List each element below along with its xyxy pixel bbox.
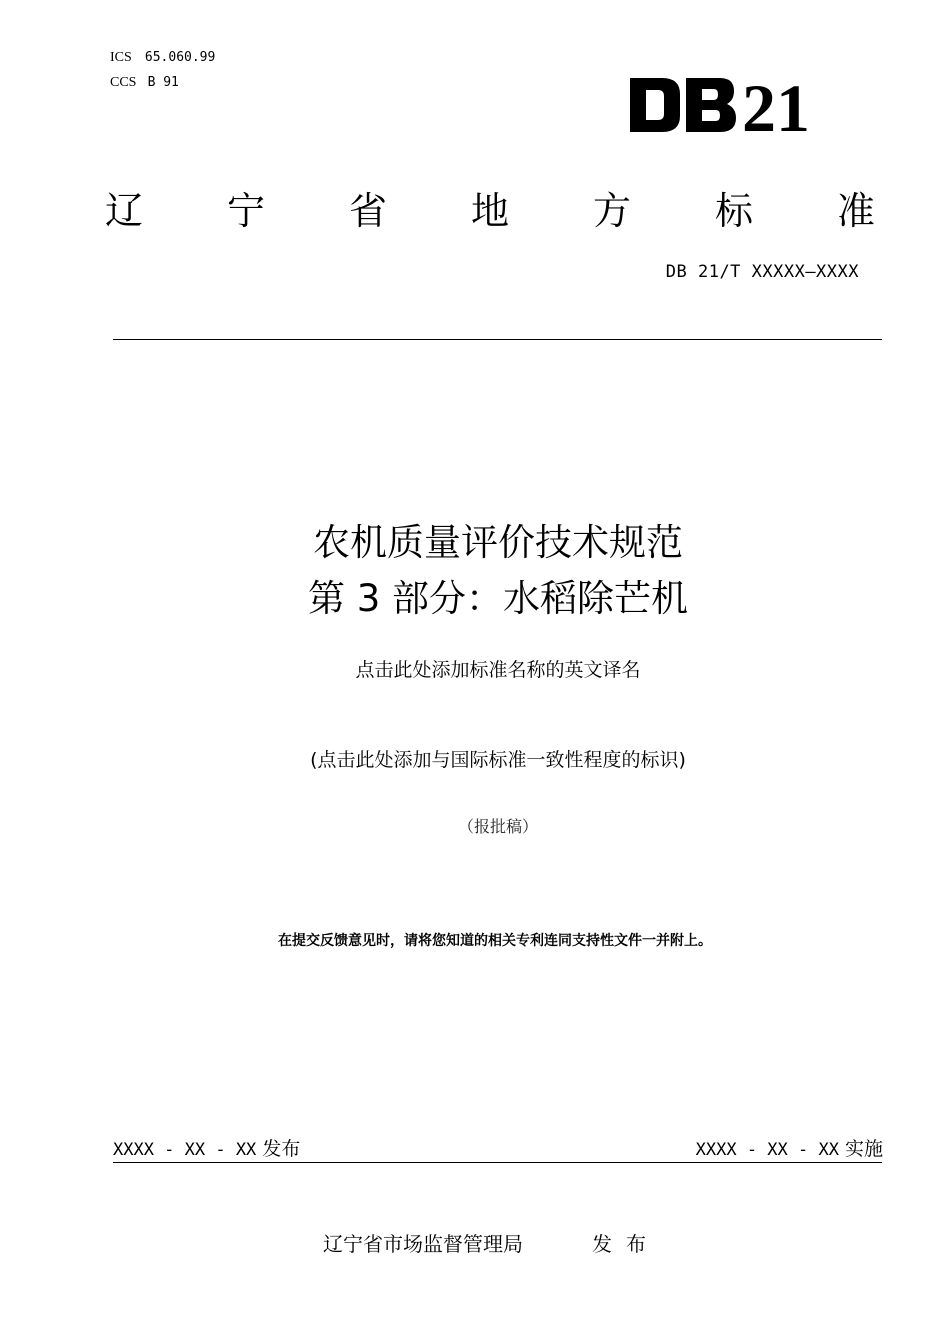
publish-date-label: 发布	[262, 1138, 301, 1160]
ics-value: 65.060.99	[144, 50, 216, 65]
ics-code	[110, 46, 215, 66]
db21-logo	[628, 76, 840, 134]
svg-text:21: 21	[742, 76, 810, 134]
authority-char: 省	[348, 188, 387, 233]
effective-date	[696, 1134, 883, 1161]
ics-label: ICS	[110, 50, 132, 65]
bottom-divider	[113, 1162, 882, 1163]
authority-char: 标	[714, 188, 753, 233]
issuer-action: 发布	[592, 1232, 660, 1256]
consistency-placeholder[interactable]: (点击此处添加与国际标准一致性程度的标识)	[310, 749, 686, 771]
top-divider	[113, 339, 882, 340]
authority-char: 辽	[104, 188, 143, 233]
ccs-code	[110, 71, 179, 91]
issuer-name: 辽宁省市场监督管理局	[323, 1232, 523, 1256]
effective-date-value: XXXX - XX - XX	[695, 1140, 839, 1160]
patent-note: 在提交反馈意见时，请将您知道的相关专利连同支持性文件一并附上。	[278, 933, 712, 949]
authority-char: 地	[470, 188, 509, 233]
english-name-placeholder[interactable]: 点击此处添加标准名称的英文译名	[355, 659, 641, 681]
publish-date-value: XXXX - XX - XX	[113, 1140, 257, 1160]
standard-number: DB 21/T XXXXX—XXXX	[665, 262, 859, 282]
publish-date	[113, 1134, 300, 1161]
authority-char: 准	[836, 188, 875, 233]
authority-title	[104, 180, 876, 234]
authority-char: 方	[592, 188, 631, 233]
effective-date-label: 实施	[844, 1138, 883, 1160]
title-line-2: 第 3 部分：水稻除芒机	[307, 577, 689, 620]
draft-status: （报批稿）	[457, 817, 538, 836]
ccs-value: B 91	[147, 75, 179, 90]
ccs-label: CCS	[110, 75, 137, 90]
authority-char: 宁	[226, 188, 265, 233]
title-line-1: 农机质量评价技术规范	[313, 521, 683, 564]
